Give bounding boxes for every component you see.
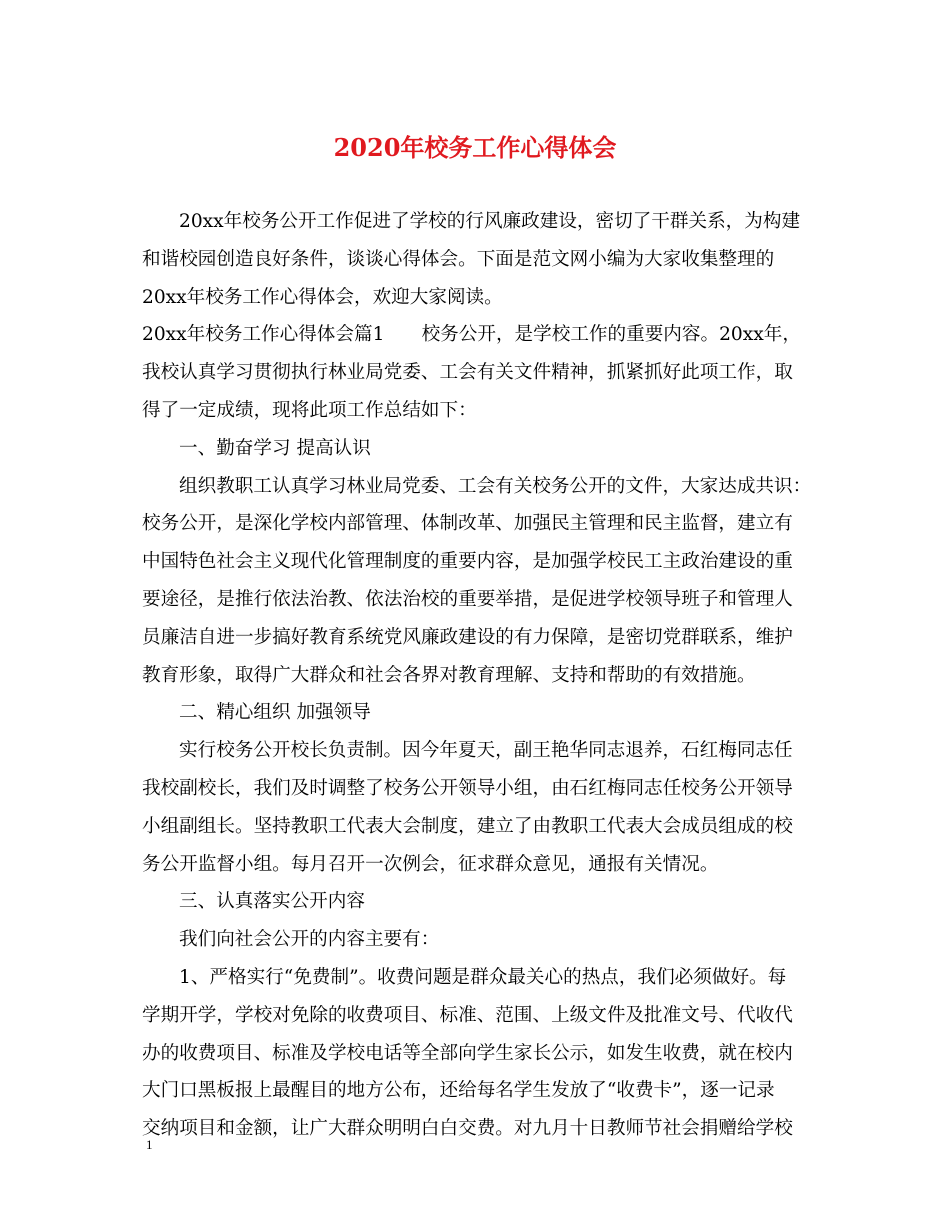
text-line: 20xx年校务工作心得体会，欢迎大家阅读。 [142,286,503,308]
text-line: 办的收费项目、标准及学校电话等全部向学生家长公示，如发生收费，就在校内 [142,1042,793,1064]
text-line: 20xx年校务公开工作促进了学校的行风廉政建设，密切了干群关系，为构建 [179,211,801,232]
text-line: 小组副组长。坚持教职工代表大会制度，建立了由教职工代表大会成员组成的校 [142,815,793,837]
document-title: 2020年校务工作心得体会 [333,133,617,162]
text-line: 20xx年校务工作心得体会篇1 校务公开，是学校工作的重要内容。20xx年， [142,324,801,346]
document-body [142,203,812,1148]
text-line: 和谐校园创造良好条件，谈谈心得体会。下面是范文网小编为大家收集整理的 [142,248,775,270]
text-line: 中国特色社会主义现代化管理制度的重要内容，是加强学校民工主政治建设的重 [142,551,793,573]
text-line: 员廉洁自进一步搞好教育系统党风廉政建设的有力保障，是密切党群联系，维护 [142,626,793,648]
text-line: 二、精心组织 加强领导 [179,702,371,724]
text-line: 大门口黑板报上最醒目的地方公布，还给每名学生发放了“收费卡”，逐一记录 [142,1080,775,1102]
text-line: 要途径，是推行依法治教、依法治校的重要举措，是促进学校领导班子和管理人 [142,588,793,610]
text-line: 交纳项目和金额，让广大群众明明白白交费。对九月十日教师节社会捐赠给学校 [142,1118,793,1140]
text-line: 三、认真落实公开内容 [179,891,365,913]
text-line: 教育形象，取得广大群众和社会各界对教育理解、支持和帮助的有效措施。 [142,664,756,686]
text-line: 实行校务公开校长负责制。因今年夏天，副王艳华同志退养，石红梅同志任 [179,740,793,762]
page-number: 1 [146,1137,153,1152]
text-line: 组织教职工认真学习林业局党委、工会有关校务公开的文件，大家达成共识： [179,475,812,497]
text-line: 一、勤奋学习 提高认识 [179,437,371,459]
text-line: 我校认真学习贯彻执行林业局党委、工会有关文件精神，抓紧抓好此项工作，取 [142,362,793,384]
text-line: 1、严格实行“免费制”。收费问题是群众最关心的热点，我们必须做好。每 [179,966,787,988]
text-line: 我校副校长，我们及时调整了校务公开领导小组，由石红梅同志任校务公开领导 [142,777,793,799]
text-line: 务公开监督小组。每月召开一次例会，征求群众意见，通报有关情况。 [142,853,719,875]
text-line: 得了一定成绩，现将此项工作总结如下： [142,399,477,421]
text-line: 校务公开，是深化学校内部管理、体制改革、加强民主管理和民主监督，建立有 [142,513,793,535]
text-line: 学期开学，学校对免除的收费项目、标准、范围、上级文件及批准文号、代收代 [142,1004,793,1026]
text-line: 我们向社会公开的内容主要有： [179,929,440,951]
